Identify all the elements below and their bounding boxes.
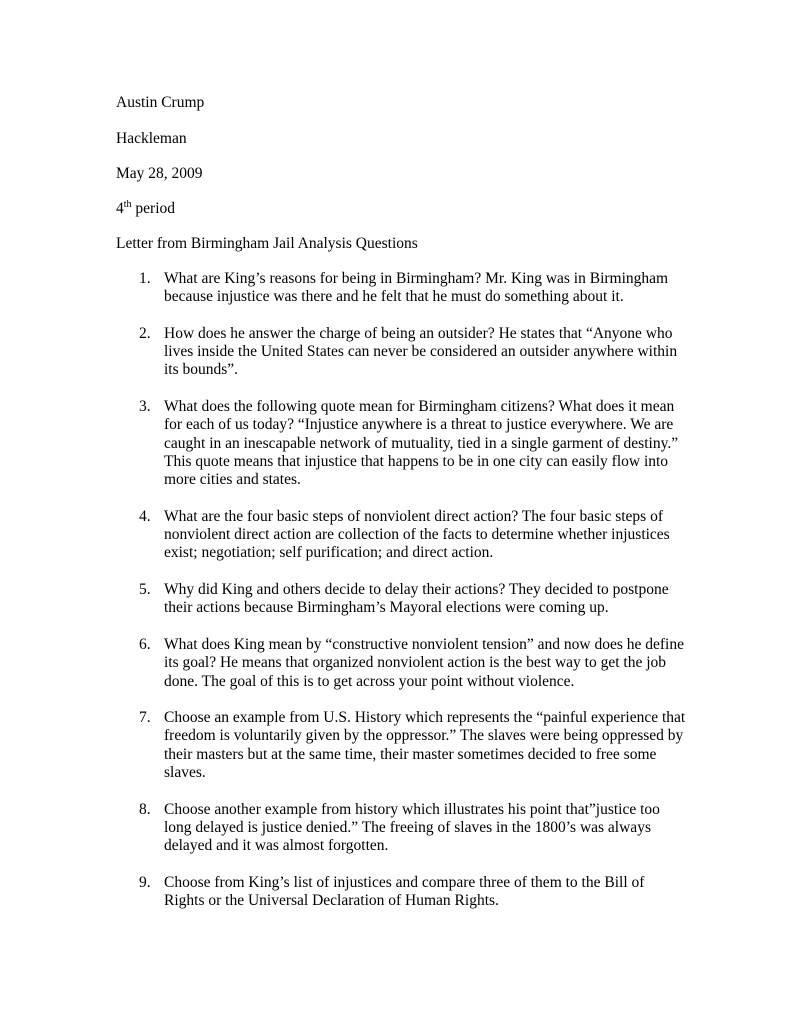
assignment-title: Letter from Birmingham Jail Analysis Questions xyxy=(116,235,418,252)
question-text: What are the four basic steps of nonviolent direct action? The four basic steps of nonviolent direct action are collection of the facts to determine whether injustices exist; negotiation; self purification; and direct action. xyxy=(164,507,670,562)
question-list xyxy=(116,270,686,929)
question-item xyxy=(116,398,686,489)
question-number: 2. xyxy=(139,324,151,342)
question-text: What does King mean by “constructive nonviolent tension” and now does he define its goal? He means that organized nonviolent action is the best way to get the job done. The goal of this is to get across your point without violence. xyxy=(164,635,684,690)
question-item xyxy=(116,508,686,563)
question-number: 8. xyxy=(139,800,151,818)
period-number: 4 xyxy=(116,200,124,217)
question-item xyxy=(116,801,686,856)
class-period xyxy=(116,200,175,218)
question-item xyxy=(116,581,686,618)
question-item xyxy=(116,325,686,380)
question-text: Choose another example from history which illustrates his point that”justice too long delayed is justice denied.” The freeing of slaves in the 1800’s was always delayed and it was almost forgotten. xyxy=(164,800,660,855)
question-text: How does he answer the charge of being an outsider? He states that “Anyone who lives inside the United States can never be considered an outsider anywhere within its bounds”. xyxy=(164,324,678,379)
question-number: 9. xyxy=(139,873,151,891)
period-word: period xyxy=(131,200,176,217)
document-date: May 28, 2009 xyxy=(116,165,203,182)
question-text: Choose from King’s list of injustices and compare three of them to the Bill of Rights or the Universal Declaration of Human Rights. xyxy=(164,873,645,910)
question-number: 1. xyxy=(139,270,151,287)
question-item xyxy=(116,636,686,691)
question-number: 7. xyxy=(139,709,151,727)
period-suffix: th xyxy=(123,199,132,210)
question-text: Choose an example from U.S. History which represents the “painful experience that freedom is voluntarily given by the oppressor.” The slaves were being oppressed by their masters but at the same time, their master sometimes decided to free some slaves. xyxy=(164,709,686,782)
question-item xyxy=(116,709,686,782)
question-item xyxy=(116,874,686,911)
student-name: Austin Crump xyxy=(116,94,205,111)
teacher-name: Hackleman xyxy=(116,130,187,147)
question-item xyxy=(116,270,686,307)
question-text: Why did King and others decide to delay their actions? They decided to postpone their actions because Birmingham’s Mayoral elections were coming up. xyxy=(164,581,669,617)
question-number: 6. xyxy=(139,635,151,653)
question-text: What does the following quote mean for Birmingham citizens? What does it mean for each of us today? “Injustice anywhere is a threat to justice everywhere. We are caught in an inescapable network of mutuality, tied in a single garment of destiny.” This quote means that injustice that happens to be in one city can easily flow into more cities and states. xyxy=(164,398,679,489)
question-number: 3. xyxy=(139,398,151,416)
question-number: 5. xyxy=(139,581,151,599)
question-text: What are King’s reasons for being in Birmingham? Mr. King was in Birmingham because injustice was there and he felt that he must do something about it. xyxy=(164,270,669,306)
question-number: 4. xyxy=(139,507,151,525)
